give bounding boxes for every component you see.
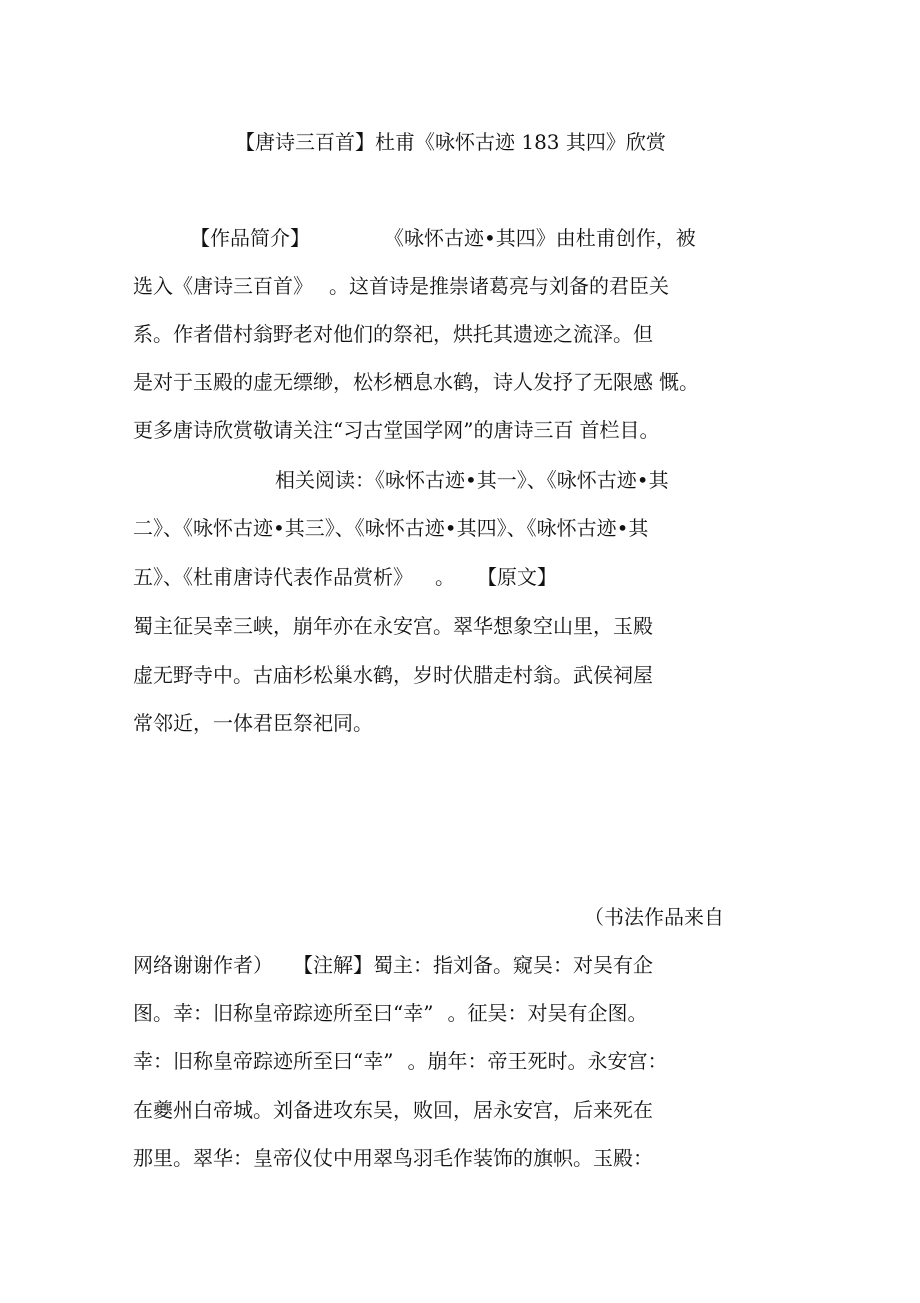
intro-line-2: 选入《唐诗三百首》 。这首诗是推崇诸葛亮与刘备的君臣关 xyxy=(133,274,669,298)
related-line-3: 五》、《杜甫唐诗代表作品赏析》 。 【原文】 xyxy=(133,565,557,589)
page-title: 【唐诗三百首】杜甫《咏怀古迹 183 其四》欣赏 xyxy=(235,130,666,154)
poem-line-3: 常邻近，一体君臣祭祀同。 xyxy=(133,711,373,735)
intro-text: 《咏怀古迹•其四》由杜甫创作，被 xyxy=(384,226,696,250)
related-line-2: 二》、《咏怀古迹•其三》、《咏怀古迹•其四》、《咏怀古迹•其 xyxy=(133,516,649,540)
credit-line: （书法作品来自 xyxy=(584,905,724,929)
notes-line-5: 那里。翠华：皇帝仪仗中用翠鸟羽毛作装饰的旗帜。玉殿： xyxy=(133,1146,653,1170)
related-line-1: 相关阅读：《咏怀古迹•其一》、《咏怀古迹•其 xyxy=(275,468,669,492)
intro-line-5: 更多唐诗欣赏敬请关注“习古堂国学网”的唐诗三百 首栏目。 xyxy=(133,418,660,442)
notes-line-3: 幸：旧称皇帝踪迹所至曰“幸” 。崩年：帝王死时。永安宫： xyxy=(133,1049,668,1073)
intro-heading: 【作品简介】 xyxy=(190,226,310,250)
poem-line-2: 虚无野寺中。古庙杉松巢水鹤，岁时伏腊走村翁。武侯祠屋 xyxy=(133,663,653,687)
notes-line-1: 网络谢谢作者） 【注解】蜀主：指刘备。窥吴：对吴有企 xyxy=(133,953,653,977)
notes-heading: 【注解】 xyxy=(293,953,373,977)
notes-line-4: 在夔州白帝城。刘备进攻东吴，败回，居永安宫，后来死在 xyxy=(133,1098,653,1122)
poem-line-1: 蜀主征吴幸三峡，崩年亦在永安宫。翠华想象空山里，玉殿 xyxy=(133,614,653,638)
original-heading: 【原文】 xyxy=(477,565,557,589)
intro-line-1 xyxy=(190,224,696,252)
notes-line-2: 图。幸：旧称皇帝踪迹所至曰“幸” 。征吴：对吴有企图。 xyxy=(133,1001,648,1025)
intro-line-4: 是对于玉殿的虚无缥缈，松杉栖息水鹤，诗人发抒了无限感 慨。 xyxy=(133,370,699,394)
intro-line-3: 系。作者借村翁野老对他们的祭祀，烘托其遗迹之流泽。但 xyxy=(133,322,653,346)
